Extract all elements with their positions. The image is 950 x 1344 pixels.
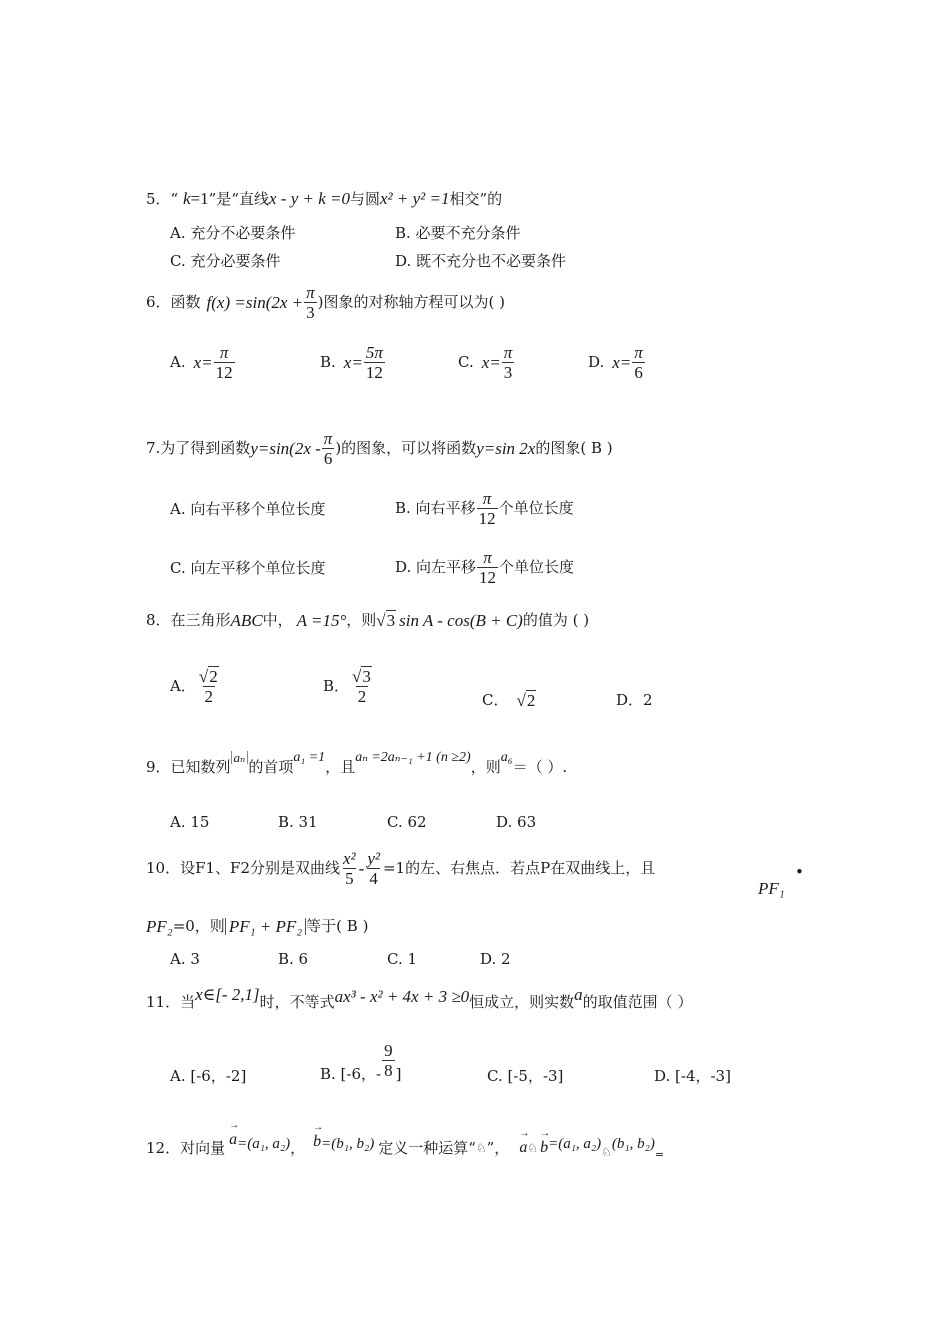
q11-stem: 11．当 x∈[- 2,1] 时，不等式 ax³ - x² + 4x + 3 ≥0 恒成立，则实数 a 的取值范围（ ）: [146, 985, 693, 1011]
q12-vector-b: → b: [313, 1134, 321, 1150]
q11-option-a: A. [-6，-2]: [170, 1067, 247, 1085]
q5-circle-eq: x² + y² =1: [380, 189, 450, 208]
q10-stem: 10．设F1、F2分别是双曲线 x² 5 - $\frac{\text{y²}}{4}$ =1的左、右焦点．若点P在双曲线上，且: [146, 849, 656, 888]
q8-option-b: B． √3 2: [323, 667, 371, 706]
q7-function: y=sin(2x -: [250, 439, 321, 458]
q6-option-b: B. x= $\frac{5\pi}{12}$: [320, 343, 383, 382]
q8-option-c: C． √2: [482, 691, 536, 710]
q11-inequality: ax³ - x² + 4x + 3 ≥0: [334, 987, 470, 1006]
q9-option-d: D. 63: [496, 813, 537, 831]
q8-option-d: D．2: [616, 691, 653, 709]
q8-option-a: A． √2 2: [170, 667, 218, 706]
q7-option-c: C. 向左平移个单位长度: [170, 559, 326, 577]
q10-dot: •: [795, 863, 804, 881]
q7-answer: 的图象( B ): [535, 439, 613, 457]
q6-fraction: $\frac{\pi}{3}$: [306, 283, 315, 322]
q6-option-a: A. x= $\frac{\pi}{12}$: [170, 343, 233, 382]
q5-k: k: [183, 189, 191, 208]
q9-option-c: C. 62: [387, 813, 427, 831]
q10-option-b: B. 6: [278, 950, 309, 968]
q8-expression: sin A - cos(B + C): [399, 611, 523, 630]
q10-answer: 等于( B ): [306, 917, 369, 935]
q12-operator-icon: ♘: [475, 1141, 487, 1155]
q5-line-eq: x - y + k =0: [268, 189, 350, 208]
q9-option-a: A. 15: [170, 813, 210, 831]
q11-option-d: D. [-4，-3]: [654, 1067, 731, 1085]
q9-recurrence: aₙ =2aₙ₋₁ +1 (n ≥2): [355, 749, 471, 765]
q5-option-c: C. 充分必要条件: [170, 252, 281, 270]
q10-option-c: C. 1: [387, 950, 418, 968]
q10-abs-expression: PF₁ + PF₂: [225, 918, 306, 935]
q10-pf1: PF₁: [758, 879, 785, 898]
q5-option-d: D. 既不充分也不必要条件: [395, 252, 567, 270]
q8-stem: 8．在三角形 ABC 中， A =15° ，则 √3 sin A - cos(B + C) 的值为 ( ): [146, 611, 590, 630]
q12-stem: 12．对向量 → a =(a₁, a₂) ， → b =(b₁, b₂) 定义一种运算“ ♘ ”， → a ♘ → b =(a₁, a₂) ♘ (b₁, b₂) =: [146, 1140, 664, 1156]
q6-option-c: C. x= $\frac{\pi}{3}$: [458, 343, 513, 382]
q10-stem-line2: PF₂ =0，则 PF₁ + PF₂ 等于( B ): [146, 917, 369, 936]
q11-option-c: C. [-5，-3]: [487, 1067, 564, 1085]
q9-option-b: B. 31: [278, 813, 318, 831]
q7-stem: 7.为了得到函数 y=sin(2x - π 6 )的图象，可以将函数 y=sin 2x 的图象( B ): [146, 429, 613, 468]
q5-option-b: B. 必要不充分条件: [395, 224, 521, 242]
q9-stem: 9．已知数列 aₙ 的首项 a₁ =1 ，且 aₙ =2aₙ₋₁ +1 (n ≥2) ，则 a₆ ＝（ ）.: [146, 749, 568, 776]
q6-function: f(x) =sin(2x +: [206, 293, 304, 312]
q11-option-b: B. [-6，- 9 8 ]: [320, 1041, 402, 1083]
q12-vector-a: → a: [229, 1132, 237, 1148]
q7-option-a: A. 向右平移个单位长度: [170, 500, 326, 518]
q5-number: 5．: [146, 190, 171, 208]
q10-option-a: A. 3: [170, 950, 200, 968]
q7-option-b: B. 向右平移 π 12 个单位长度: [395, 489, 574, 528]
q6-option-d: D. x= $\frac{\pi}{6}$: [588, 343, 643, 382]
q10-option-d: D. 2: [480, 950, 511, 968]
q5-option-a: A. 充分不必要条件: [170, 224, 296, 242]
q6-stem: 6．函数 f(x) =sin(2x + $\frac{\pi}{3}$ )图象的对称轴方程可以为( ): [146, 283, 505, 322]
q5-stem: 5．“ k=1”是“直线x - y + k =0与圆x² + y² =1相交”的: [146, 189, 503, 208]
q7-option-d: D. 向左平移 π 12 个单位长度: [395, 548, 575, 587]
